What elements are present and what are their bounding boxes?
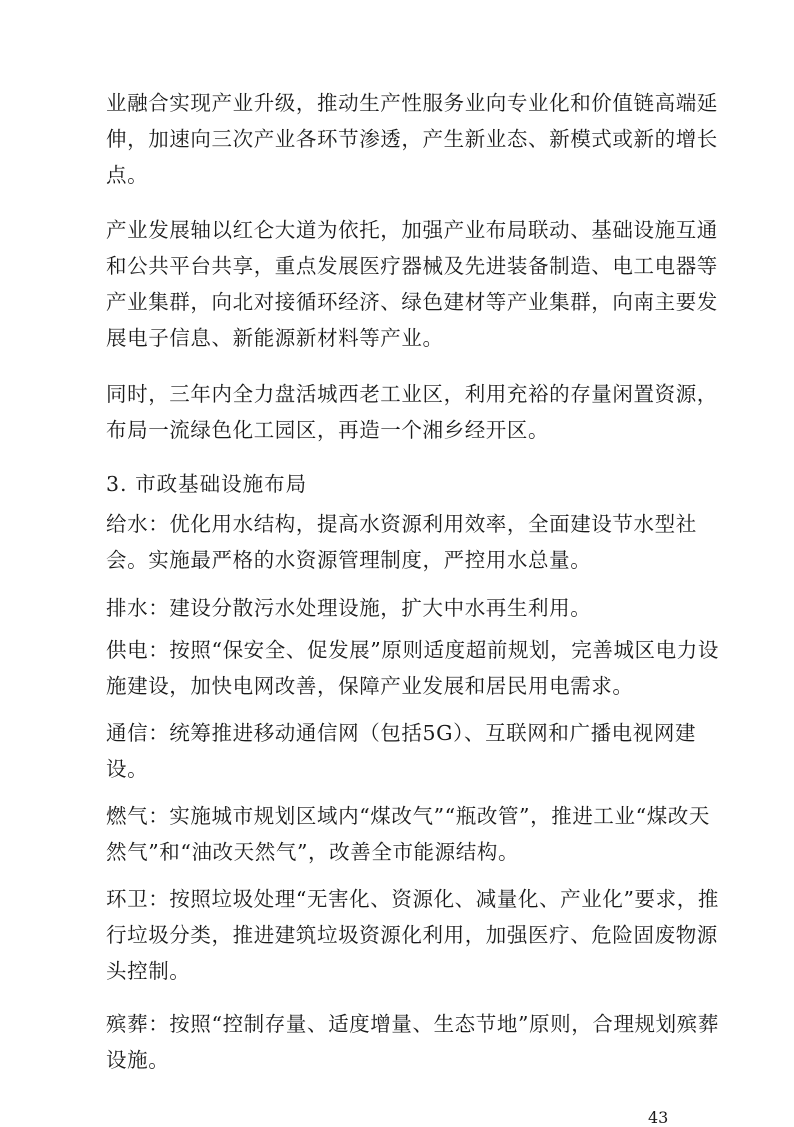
paragraph-sanitation: 环卫：按照垃圾处理“无害化、资源化、减量化、产业化”要求，推行垃圾分类，推进建筑垃圾资源化利用，加强医疗、危险固废物源头控制。 — [106, 887, 719, 983]
paragraph-water-supply: 给水：优化用水结构，提高水资源利用效率，全面建设节水型社会。实施最严格的水资源管理制度，严控用水总量。 — [106, 512, 697, 572]
page-number: 43 — [648, 1108, 669, 1127]
paragraph-telecom: 通信：统筹推进移动通信网（包括5G）、互联网和广播电视网建设。 — [106, 721, 697, 781]
paragraph-old-industrial-zone: 同时，三年内全力盘活城西老工业区，利用充裕的存量闲置资源，布局一流绿色化工园区，再造一个湘乡经开区。 — [106, 382, 718, 442]
section-heading-municipal-infrastructure: 3. 市政基础设施布局 — [106, 472, 308, 496]
paragraph-drainage: 排水：建设分散污水处理设施，扩大中水再生利用。 — [106, 596, 592, 620]
paragraph-gas: 燃气：实施城市规划区域内“煤改气”“瓶改管”，推进工业“煤改天然气”和“油改天然气”，改善全市能源结构。 — [106, 804, 710, 864]
paragraph-industry-integration: 业融合实现产业升级，推动生产性服务业向专业化和价值链高端延伸，加速向三次产业各环节渗透，产生新业态、新模式或新的增长点。 — [106, 91, 718, 187]
paragraph-funeral: 殡葬：按照“控制存量、适度增量、生态节地”原则，合理规划殡葬设施。 — [106, 1012, 719, 1072]
paragraph-industry-axis: 产业发展轴以红仑大道为依托，加强产业布局联动、基础设施互通和公共平台共享，重点发展医疗器械及先进装备制造、电工电器等产业集群，向北对接循环经济、绿色建材等产业集群，向南主要发展电子信息、新能源新材料等产业。 — [106, 218, 718, 350]
paragraph-power-supply: 供电：按照“保安全、促发展”原则适度超前规划，完善城区电力设施建设，加快电网改善，保障产业发展和居民用电需求。 — [106, 638, 719, 698]
